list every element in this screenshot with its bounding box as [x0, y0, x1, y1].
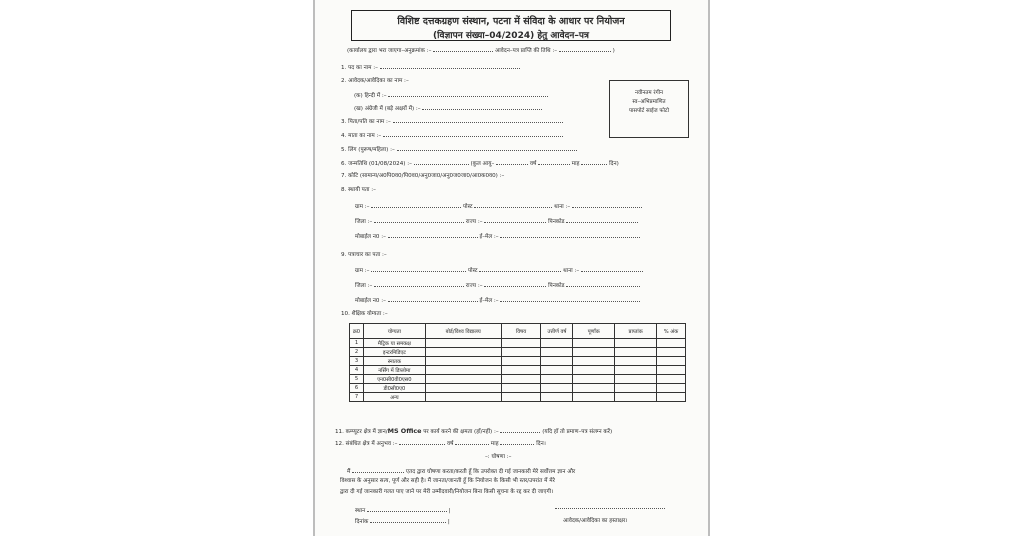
qual-cell-blank[interactable] [501, 357, 541, 366]
qual-cell-blank[interactable] [615, 339, 657, 348]
perm-rajya-label: राज्य :– [465, 219, 483, 225]
field-computer-knowledge [335, 427, 612, 436]
field-age-day-blank[interactable] [581, 159, 607, 165]
computer-ability-label: पर कार्य करने की क्षमता (हाँ/नहीं) :– [421, 429, 499, 435]
qual-cell-blank[interactable] [573, 357, 615, 366]
qual-cell-blank[interactable] [657, 348, 686, 357]
declaration-para1 [347, 467, 575, 476]
qual-cell-blank[interactable] [657, 375, 686, 384]
qual-cell-blank[interactable] [573, 375, 615, 384]
corr-rajya-label: राज्य :– [465, 283, 483, 289]
qual-cell-blank[interactable] [573, 393, 615, 402]
qual-serial: 6 [350, 384, 364, 393]
qual-cell-blank[interactable] [657, 393, 686, 402]
photo-box [609, 80, 689, 138]
ms-office-label: MS Office [387, 427, 422, 435]
qual-cell-blank[interactable] [541, 375, 573, 384]
qual-header-cell: क्र0 [350, 324, 364, 339]
field-category [341, 173, 504, 180]
field-name-english [354, 104, 542, 113]
field-father-name-label: 3. पिता/पति का नाम :– [341, 119, 391, 125]
computer-knowledge-label: 11. कम्प्यूटर क्षेत्र में ज्ञान/ [335, 429, 388, 435]
perm-zila-blank[interactable] [374, 217, 464, 223]
field-dob [341, 159, 619, 168]
perm-mobile-label: मोबाईल न0 :– [355, 234, 386, 240]
photo-label-3: पासपोर्ट साईज फोटो [628, 108, 670, 114]
field-permanent-address [341, 187, 376, 194]
qual-cell-blank[interactable] [501, 348, 541, 357]
corr-mobile-label: मोबाईल न0 :– [355, 298, 386, 304]
date-field: दिनांक | [355, 519, 450, 525]
declaration-heading: –: घोषणा :– [485, 454, 512, 460]
table-row [350, 348, 686, 357]
field-name-english-label: (ख) अंग्रेजी में (बड़े अक्षरों में) :– [354, 106, 421, 112]
perm-zila-label: जिला :– [355, 219, 373, 225]
field-category-label: 7. कोटि (सामान्य/अ0पि0व0/पि0व0/अनु0जा0/अनु0ज0जा0/आ0क0व0) :– [341, 173, 505, 179]
qualification-header-row [350, 324, 686, 339]
qual-header-cell: उत्तीर्ण वर्ष [541, 324, 573, 339]
qual-cell-blank[interactable] [501, 339, 541, 348]
qual-header-cell: % अंक [657, 324, 686, 339]
declaration-main-label: मैं [347, 469, 351, 475]
applicant-signature-label: आवेदक/आवेदिका का हस्ताक्षर। [563, 518, 628, 524]
field-name-hindi [354, 91, 548, 100]
qual-cell-blank[interactable] [541, 339, 573, 348]
qual-cell-blank[interactable] [615, 384, 657, 393]
qual-header-cell: पूर्णांक [573, 324, 615, 339]
qual-serial: 4 [350, 366, 364, 375]
field-post-name [341, 63, 520, 72]
field-dob-blank[interactable] [414, 159, 469, 165]
field-gender-blank[interactable] [397, 145, 577, 151]
qual-cell-blank[interactable] [425, 339, 501, 348]
qual-serial: 2 [350, 348, 364, 357]
field-experience [335, 439, 546, 448]
qual-cell-blank[interactable] [541, 366, 573, 375]
date-blank[interactable] [370, 517, 446, 523]
qual-cell-blank[interactable] [615, 375, 657, 384]
field-father-name [341, 117, 563, 126]
field-age-day-label: दिन) [609, 161, 619, 167]
qual-cell-blank[interactable] [501, 375, 541, 384]
field-age-month-label: माह [571, 161, 580, 167]
place-field: स्थान | [355, 508, 451, 514]
signature-blank[interactable] [555, 508, 665, 509]
qual-name: इन्टरमिडिएट [363, 348, 425, 357]
qual-serial: 5 [350, 375, 364, 384]
place-blank[interactable] [367, 506, 447, 512]
office-receipt-blank [559, 46, 611, 52]
field-age-month-blank[interactable] [538, 159, 570, 165]
experience-year-blank[interactable] [399, 439, 445, 445]
qual-name: मैट्रिक या समकक्ष [363, 339, 425, 348]
field-post-name-blank[interactable] [380, 63, 520, 69]
corr-zila-label: जिला :– [355, 283, 373, 289]
office-use-line [347, 46, 615, 55]
corr-post-label: पोस्ट [467, 268, 478, 274]
corr-zila-blank[interactable] [374, 281, 464, 287]
perm-addr-row1 [355, 202, 642, 211]
qual-cell-blank[interactable] [615, 393, 657, 402]
corr-gram-label: ग्राम :– [355, 268, 370, 274]
field-mother-name [341, 131, 563, 140]
perm-email-blank[interactable] [500, 232, 640, 238]
qual-cell-blank[interactable] [425, 366, 501, 375]
corr-thana-blank[interactable] [581, 266, 643, 272]
corr-pincode-blank[interactable] [566, 281, 640, 287]
qual-serial: 3 [350, 357, 364, 366]
experience-day-label: दिन। [536, 441, 546, 447]
office-serial-blank [433, 46, 493, 52]
perm-pincode-blank[interactable] [566, 217, 638, 223]
qual-name: अन्य [363, 393, 425, 402]
experience-month-label: माह [490, 441, 499, 447]
qual-cell-blank[interactable] [425, 393, 501, 402]
experience-day-blank[interactable] [500, 439, 534, 445]
qual-cell-blank[interactable] [657, 339, 686, 348]
qual-name: एन0सी0वी0एस0 [363, 375, 425, 384]
qual-cell-blank[interactable] [573, 384, 615, 393]
field-age-year-label: वर्ष [529, 161, 537, 167]
perm-gram-label: ग्राम :– [355, 204, 370, 210]
perm-gram-blank[interactable] [371, 202, 461, 208]
field-applicant-name-label: 2. आवेदक/आवेदिका का नाम :– [341, 78, 409, 84]
qual-serial: 1 [350, 339, 364, 348]
field-age-year-blank[interactable] [496, 159, 528, 165]
declaration-name-blank[interactable] [352, 467, 404, 473]
qual-cell-blank[interactable] [425, 357, 501, 366]
table-row [350, 357, 686, 366]
perm-email-label: ई–मेल :– [479, 234, 499, 240]
qual-cell-blank[interactable] [541, 393, 573, 402]
field-applicant-name [341, 78, 409, 85]
corr-mobile-blank[interactable] [388, 296, 478, 302]
application-form-page [313, 0, 710, 536]
qual-name: नर्सिंग में डिप्लोमा [363, 366, 425, 375]
corr-post-blank[interactable] [479, 266, 561, 272]
qual-header-cell: बोर्ड/विश्व विद्यालय [425, 324, 501, 339]
office-serial-label: (कार्यालय द्वारा भरा जाएगा–अनुक्रमांक :– [347, 48, 432, 54]
qual-cell-blank[interactable] [425, 348, 501, 357]
qual-cell-blank[interactable] [657, 366, 686, 375]
table-row [350, 375, 686, 384]
field-father-name-blank[interactable] [393, 117, 563, 123]
experience-year-label: वर्ष [446, 441, 454, 447]
qual-cell-blank[interactable] [541, 348, 573, 357]
qual-cell-blank[interactable] [615, 348, 657, 357]
qual-header-cell: योग्यता [363, 324, 425, 339]
photo-label-2: स्व–अभिप्रमाणित [632, 99, 666, 105]
qual-cell-blank[interactable] [541, 384, 573, 393]
field-education [341, 311, 388, 318]
field-dob-label: 6. जन्मतिथि (01/08/2024) :– [341, 161, 412, 167]
field-permanent-address-label: 8. स्थायी पता :– [341, 187, 376, 193]
corr-rajya-blank[interactable] [484, 281, 546, 287]
perm-mobile-blank[interactable] [388, 232, 478, 238]
field-mother-name-blank[interactable] [383, 131, 563, 137]
qual-cell-blank[interactable] [573, 339, 615, 348]
form-title-box [351, 10, 671, 41]
qual-cell-blank[interactable] [573, 366, 615, 375]
perm-thana-label: थाना :– [554, 204, 571, 210]
declaration-para3: द्वारा दी गई जानकारी गलत पाए जाने पर मेरी उम्मीदवारी/नियोजन बिना किसी सूचना के रद्द कर दी जाएगी। [340, 489, 554, 495]
qual-cell-blank[interactable] [501, 384, 541, 393]
corr-email-blank[interactable] [500, 296, 640, 302]
qual-cell-blank[interactable] [425, 384, 501, 393]
qual-header-cell: विषय [501, 324, 541, 339]
corr-email-label: ई–मेल :– [479, 298, 499, 304]
field-post-name-label: 1. पद का नाम :– [341, 65, 378, 71]
qual-cell-blank[interactable] [657, 384, 686, 393]
place-label: स्थान [355, 508, 366, 514]
qual-serial: 7 [350, 393, 364, 402]
date-label: दिनांक [355, 519, 369, 525]
field-correspondence-address-label: 9. पत्राचार का पता :– [341, 252, 387, 258]
experience-month-blank[interactable] [455, 439, 489, 445]
field-age-label: (कुल आयु– [470, 161, 495, 167]
field-name-english-blank[interactable] [422, 104, 542, 110]
qual-cell-blank[interactable] [573, 348, 615, 357]
form-title-line1: विशिष्ट दत्तकग्रहण संस्थान, पटना में संविदा के आधार पर नियोजन [397, 16, 625, 27]
declaration-para2: विश्वास के अनुसार सत्य, पूर्ण और सही है। मैं जानता/जानती हूँ कि नियोजन के किसी भी स्तर/उपरांत में मेरे [340, 478, 555, 484]
field-name-hindi-blank[interactable] [388, 91, 548, 97]
corr-addr-row3 [355, 296, 640, 305]
qual-name: डी0सी0ए0 [363, 384, 425, 393]
perm-addr-row3 [355, 232, 640, 241]
corr-pincode-label: पिनकोड [548, 283, 565, 289]
declaration-text-1: एतद द्वारा घोषणा करता/करती हूँ कि उपरोक्त दी गई जानकारी मेरे सर्वोत्तम ज्ञान और [405, 469, 576, 475]
qual-cell-blank[interactable] [657, 357, 686, 366]
experience-label: 12. संबंधित क्षेत्र में अनुभव :– [335, 441, 398, 447]
field-mother-name-label: 4. माता का नाम :– [341, 133, 382, 139]
field-gender-label: 5. लिंग (पुरूष/महिला) :– [341, 147, 395, 153]
qual-cell-blank[interactable] [615, 357, 657, 366]
qual-cell-blank[interactable] [501, 393, 541, 402]
qual-cell-blank[interactable] [541, 357, 573, 366]
qual-name: स्नातक [363, 357, 425, 366]
perm-pincode-label: पिनकोड [548, 219, 565, 225]
qual-cell-blank[interactable] [425, 375, 501, 384]
corr-addr-row2 [355, 281, 640, 290]
table-row [350, 366, 686, 375]
qual-cell-blank[interactable] [501, 366, 541, 375]
photo-label-1: नवीनतम रंगीन [634, 90, 663, 96]
form-title-line2: (विज्ञापन संख्या–04/2024) हेतु आवेदन–पत्र [433, 31, 589, 41]
office-close-paren: ) [612, 48, 615, 54]
qual-header-cell: प्राप्तांक [615, 324, 657, 339]
corr-thana-label: थाना :– [563, 268, 580, 274]
field-correspondence-address [341, 252, 387, 259]
office-receipt-label: आवेदन–पत्र प्राप्ति की तिथि :– [494, 48, 558, 54]
computer-certificate-note: (यदि हाँ तो प्रमाण–पत्र संलग्न करें) [542, 429, 613, 435]
table-row [350, 393, 686, 402]
qualification-table [349, 323, 686, 402]
field-name-hindi-label: (क) हिन्दी में :– [354, 93, 387, 99]
perm-rajya-blank[interactable] [484, 217, 546, 223]
corr-gram-blank[interactable] [371, 266, 466, 272]
field-gender [341, 145, 577, 154]
table-row [350, 384, 686, 393]
perm-addr-row2 [355, 217, 638, 226]
table-row [350, 339, 686, 348]
perm-thana-blank[interactable] [572, 202, 642, 208]
qual-cell-blank[interactable] [615, 366, 657, 375]
perm-post-blank[interactable] [474, 202, 552, 208]
computer-ability-blank[interactable] [500, 427, 540, 433]
perm-post-label: पोस्ट [462, 204, 473, 210]
field-education-label: 10. शैक्षिक योग्यता :– [341, 311, 388, 317]
corr-addr-row1 [355, 266, 643, 275]
